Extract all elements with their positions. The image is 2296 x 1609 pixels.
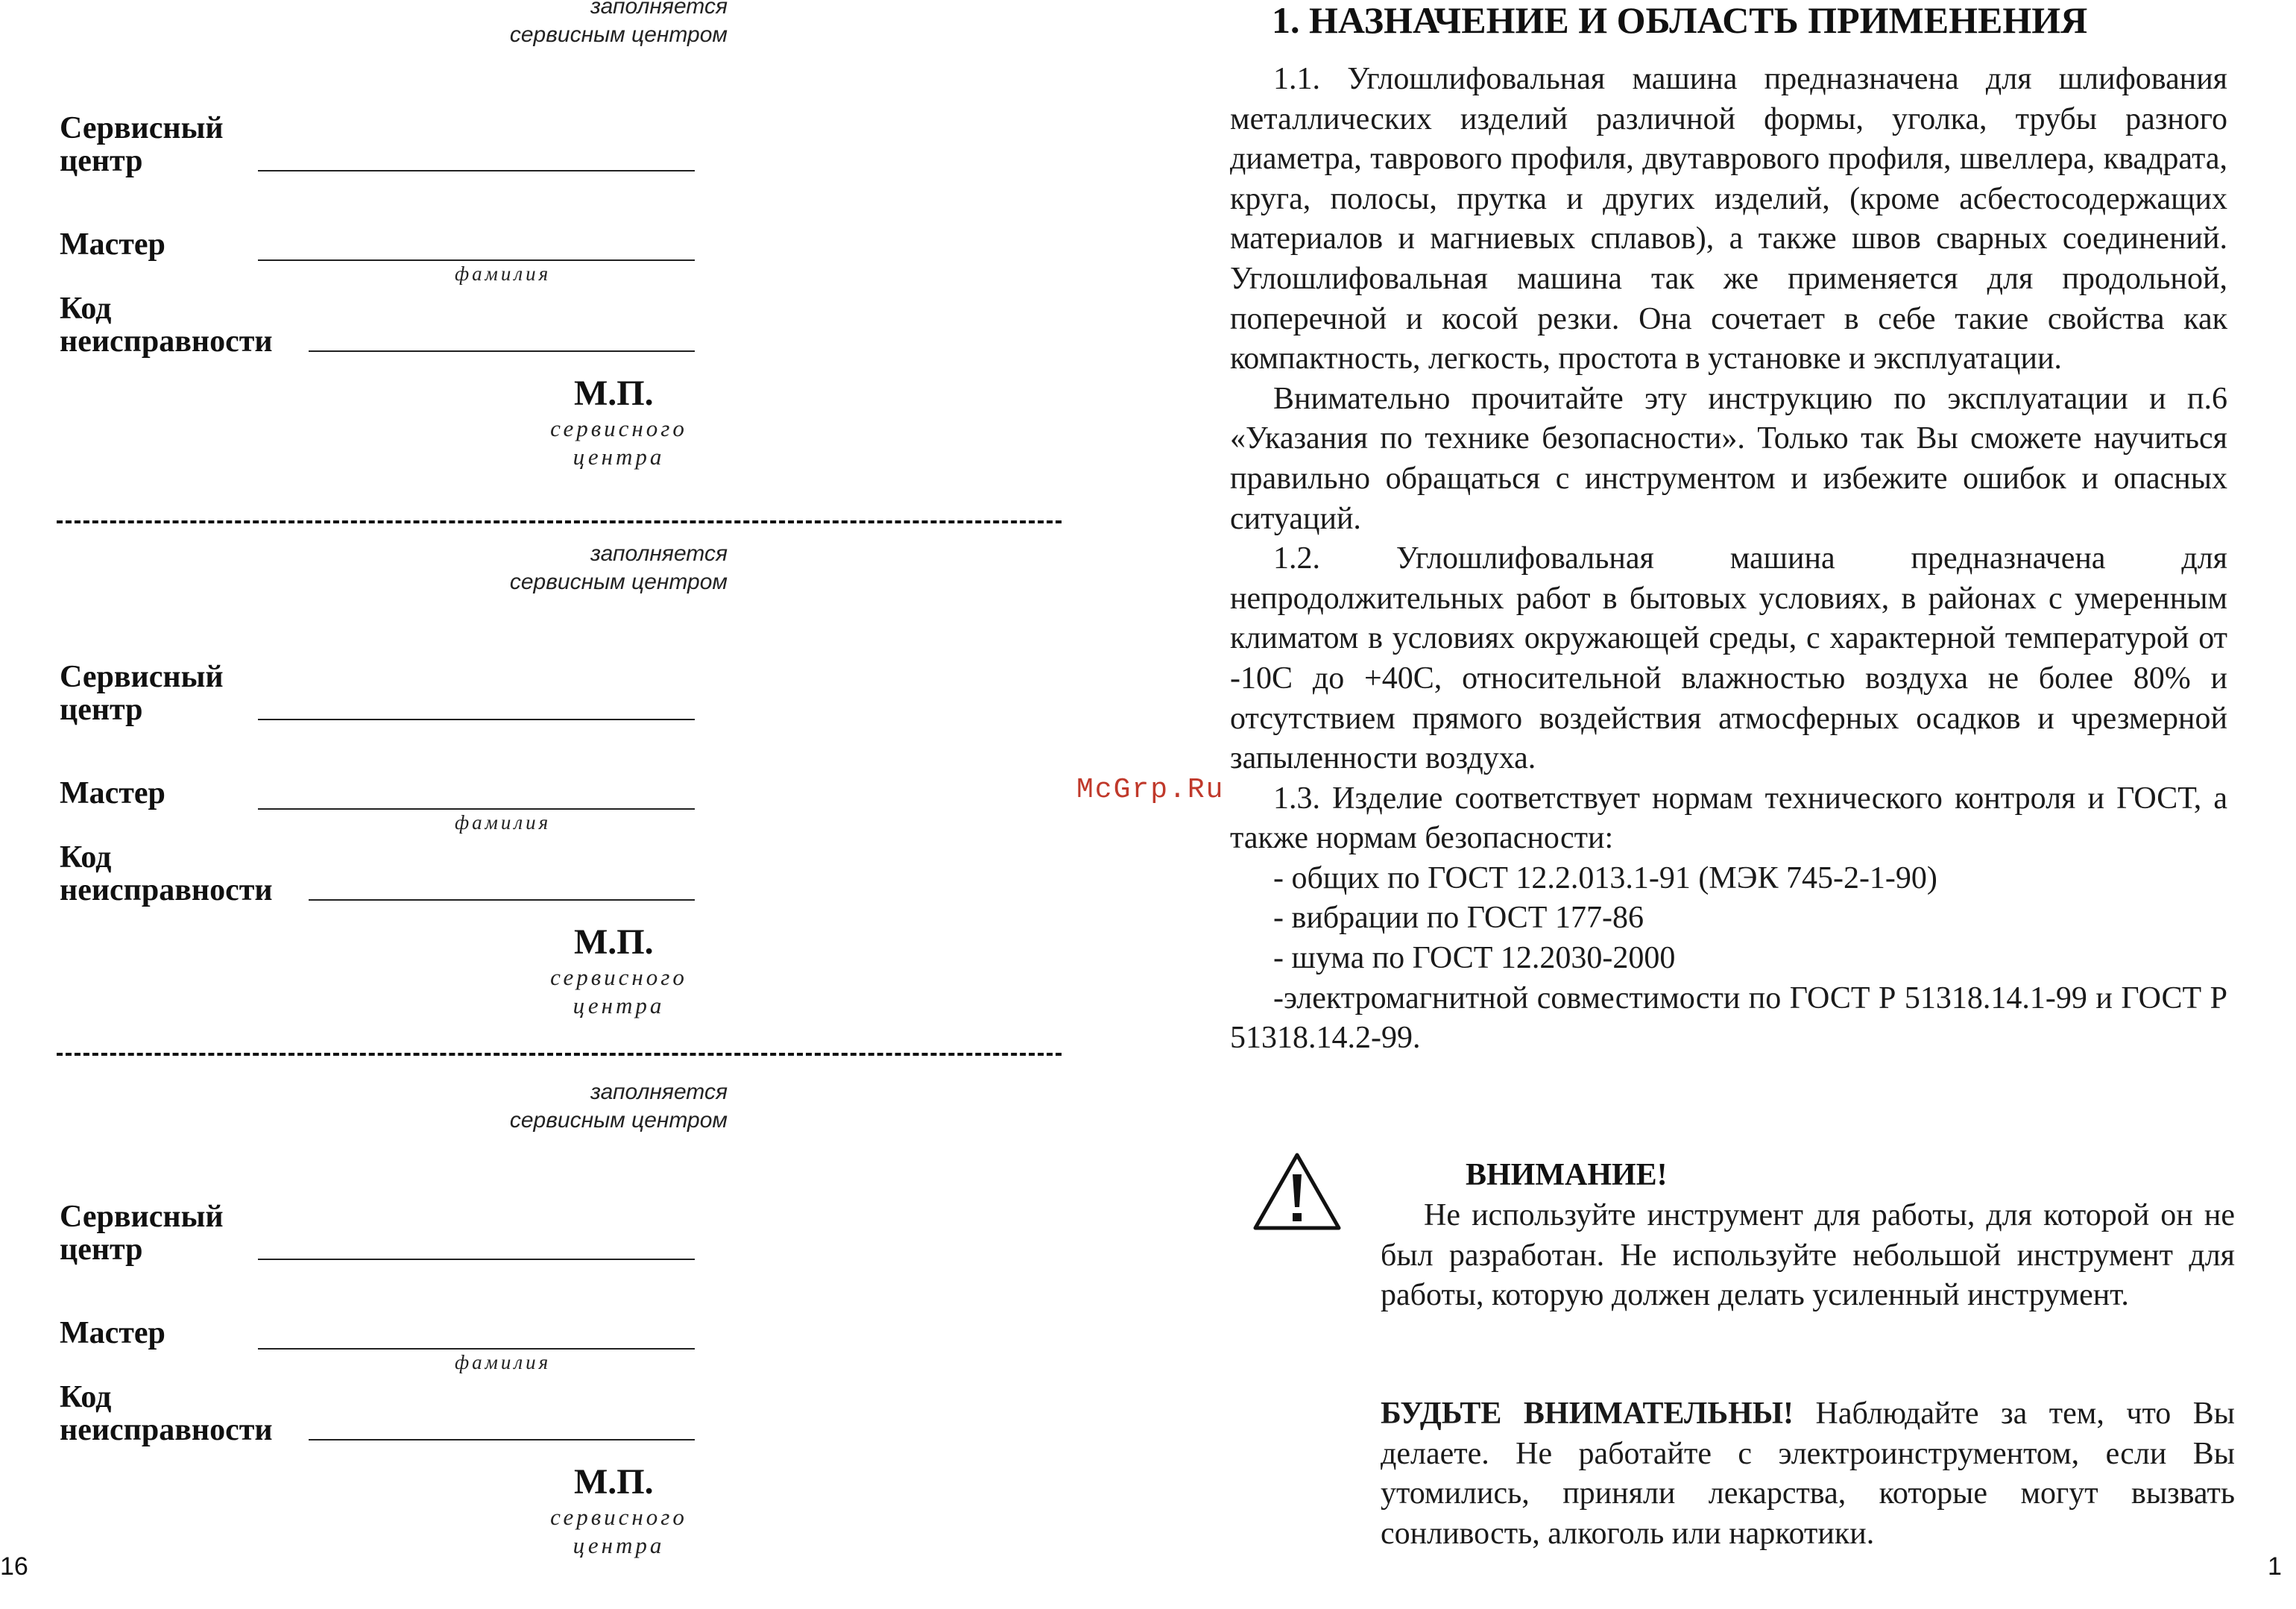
service-center-field[interactable] bbox=[258, 170, 695, 171]
body-text bbox=[1230, 60, 2227, 1059]
stamp-title: М.П. bbox=[574, 1462, 654, 1502]
stamp-title: М.П. bbox=[574, 922, 654, 962]
paragraph: 1.3. Изделие соответствует нормам технического контроля и ГОСТ, а также нормам безопасности: bbox=[1230, 781, 2227, 856]
careful-lead: БУДЬТЕ ВНИМАТЕЛЬНЫ! bbox=[1381, 1397, 1794, 1431]
paragraph: 1.1. Углошлифовальная машина предназначена для шлифования металлических изделий различной формы, уголка, трубы разного диаметра, таврового профиля, двутаврового профиля, швеллера, квадрата, круга, полосы, прутка и других изделий, (кроме асбестосодержащих материалов и магниевых сплавов), а также швов сварных соединений. Углошлифовальная машина так же применяется для продольной, поперечной и косой резки. Она сочетает в себе такие свойства как компактность, легкость, простота в установке и эксплуатации. bbox=[1230, 62, 2227, 377]
norm-item: - общих по ГОСТ 12.2.013.1-91 (МЭК 745-2-1-90) bbox=[1273, 860, 1937, 895]
paragraph: 1.2. Углошлифовальная машина предназначена для непродолжительных работ в бытовых условиях, в районах с умеренным климатом в условиях окружающей среды, с характерной температурой от -10С до +40С, относительной влажностью воздуха не более 80% и отсутствием прямого воздействия атмосферных осадков и чрезмерной запыленности воздуха. bbox=[1230, 541, 2227, 776]
service-coupon bbox=[0, 1080, 1088, 1609]
fault-code-label: Код неисправности bbox=[60, 292, 273, 359]
fault-code-label: Код неисправности bbox=[60, 840, 273, 907]
norm-item: -электромагнитной совместимости по ГОСТ Р 51318.14.1-99 и ГОСТ Р 51318.14.2-99. bbox=[1230, 980, 2227, 1056]
fault-code-field[interactable] bbox=[309, 899, 695, 901]
surname-hint: фамилия bbox=[455, 1351, 552, 1373]
service-center-label: Сервисный центр bbox=[60, 111, 224, 178]
section-title: 1. НАЗНАЧЕНИЕ И ОБЛАСТЬ ПРИМЕНЕНИЯ bbox=[1272, 0, 2088, 41]
master-field[interactable] bbox=[258, 1348, 695, 1350]
careful-notice bbox=[1381, 1394, 2235, 1554]
service-center-field[interactable] bbox=[258, 1259, 695, 1260]
warning-triangle-icon bbox=[1252, 1152, 1342, 1231]
right-page bbox=[1223, 0, 2296, 1584]
careful-text: Наблюдайте за тем, что Вы делаете. Не работайте с электроинструментом, если Вы утомились, приняли лекарства, которые могут вызвать сонливость, алкоголь или наркотики. bbox=[1381, 1397, 2235, 1551]
service-coupon bbox=[0, 541, 1088, 1071]
warning-title: ВНИМАНИЕ! bbox=[1466, 1158, 1668, 1192]
surname-hint: фамилия bbox=[455, 262, 552, 285]
fault-code-field[interactable] bbox=[309, 350, 695, 352]
norm-item: - вибрации по ГОСТ 177-86 bbox=[1273, 901, 1644, 936]
service-center-label: Сервисный центр bbox=[60, 1200, 224, 1267]
stamp-subtitle: сервисного центра bbox=[550, 964, 687, 1018]
paragraph: Внимательно прочитайте эту инструкцию по эксплуатации и п.6 «Указания по технике безопасности». Только так Вы сможете научиться правильно обращаться с инструментом и избежите ошибок и опасных ситуаций. bbox=[1230, 381, 2227, 536]
filled-by-note: заполняется сервисным центром bbox=[509, 0, 728, 47]
stamp-subtitle: сервисного центра bbox=[550, 415, 687, 470]
cut-line bbox=[57, 1053, 1062, 1056]
filled-by-note: заполняется сервисным центром bbox=[509, 541, 728, 594]
fault-code-field[interactable] bbox=[309, 1439, 695, 1440]
service-center-field[interactable] bbox=[258, 719, 695, 720]
master-label: Мастер bbox=[60, 1316, 165, 1350]
page-number: 1 bbox=[2268, 1552, 2282, 1581]
left-page bbox=[0, 0, 1088, 1584]
master-field[interactable] bbox=[258, 808, 695, 810]
surname-hint: фамилия bbox=[455, 811, 552, 834]
norm-item: - шума по ГОСТ 12.2030-2000 bbox=[1273, 941, 1676, 976]
cut-line bbox=[57, 520, 1062, 523]
warning-text: Не используйте инструмент для работы, для которой он не был разработан. Не используйте небольшой инструмент для работы, которую должен делать усиленный инструмент. bbox=[1381, 1198, 2235, 1313]
filled-by-note: заполняется сервисным центром bbox=[509, 1080, 728, 1133]
watermark: McGrp.Ru bbox=[1076, 774, 1225, 806]
master-label: Мастер bbox=[60, 227, 165, 262]
stamp-title: М.П. bbox=[574, 374, 654, 413]
stamp-subtitle: сервисного центра bbox=[550, 1504, 687, 1558]
service-center-label: Сервисный центр bbox=[60, 660, 224, 727]
service-coupon bbox=[0, 0, 1088, 522]
page-number: 16 bbox=[0, 1552, 28, 1581]
master-field[interactable] bbox=[258, 259, 695, 261]
fault-code-label: Код неисправности bbox=[60, 1380, 273, 1447]
master-label: Мастер bbox=[60, 776, 165, 810]
